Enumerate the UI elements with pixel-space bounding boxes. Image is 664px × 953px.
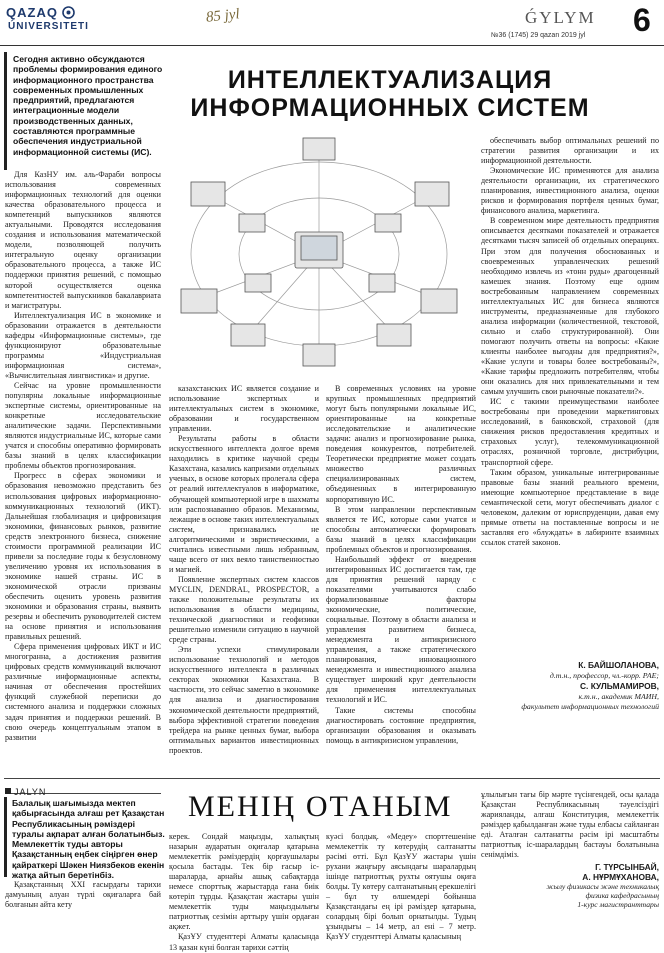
paragraph: В современных условиях на уровне крупных промышленных предприятий могут быть популярными локальные ИС, ориентированные на конкретные исследовательские и аналитические задачи: анализ и прогнозирование рынка, поведения конкурентов, потребителей. Теоретически предприятие может создать множество различных специализированных систем, объединенных в интегрированную корпоративную ИС. — [326, 384, 476, 504]
paragraph: ИС с такими преимуществами наиболее востребованы при проведении маркетинговых исследований, в банковской, страховой (для снижения рисков предоставления кредитных и страховых услуг), телекоммуникационной отраслях, розничной торговле, дистрибуции, транспортной сфере. — [481, 397, 659, 467]
paragraph: Интеллектуализация ИС в экономике и образовании отражается в деятельности кафедры «Информационные системы», где функционируют образовательные программы «Индустриальная информационная система», «Вычислительная лингвистика» и другие. — [5, 310, 161, 380]
article2-col3 — [326, 832, 476, 942]
article1-title — [170, 66, 610, 122]
brand-logo — [6, 5, 126, 37]
rubric-label: JALYN — [14, 787, 47, 797]
logo-emblem-icon — [62, 6, 75, 19]
section-divider — [4, 778, 660, 779]
paragraph: В этом направлении перспективным является те ИС, которые сами учатся и способны автоматически формировать базы знаний в целях классификации проблемных объектов и прогнозирования. — [326, 504, 476, 554]
author2-credentials: к.т.н., академик МАИН, — [578, 692, 659, 701]
page-number: 6 — [633, 2, 651, 38]
article1-col2 — [169, 384, 319, 768]
paragraph: Прогресс в сферах экономики и образования невозможно представить без использования цифровых информационно-коммуникационных технологий (ИКТ). Дальнейшая глобализация и цифровизация экономики, финансовых рынков, развитие средств электронного бизнеса, снижение стоимости программной реализации ИС привели за последние годы к безусловному увеличению уровня их использования в экономике нашей страны. ИС в экономической отрасли призваны обеспечить оценить уровень развития экономики и образования страны, выявить резервы и обеспечить руководителей систем на основе принятия и использования правильных решений. — [5, 471, 161, 642]
authors-faculty: факультет информационных технологий — [521, 702, 659, 711]
paragraph: Такие системы способны диагностировать состояние предприятия, организации образования и оказывать помощь в антикризисном управлении, — [326, 705, 476, 745]
brand-line1: QAZAQ — [6, 5, 58, 20]
authors-dept-line2: физика кафедрасының — [585, 891, 659, 900]
paragraph: Қазақстанның XXI ғасырдағы тарихи дамуының алуан түрлі оқиғаларға бай болғанын айта кету — [5, 880, 161, 910]
article1-signature — [481, 660, 659, 712]
paragraph: Сейчас на уровне промышленности популярны локальные информационные экспертные системы, ориентированные на конкретные исследовательские аналитические задачи. Перспективными являются индустриальные ИС, которые сами учатся и способны оперативно формировать базы знаний в целях классификации проблемы объектов прогнозирования. — [5, 380, 161, 471]
article2-col2 — [169, 832, 319, 952]
article2-signature — [481, 862, 659, 909]
authors-dept-line1: жылу физикасы және техникалық — [546, 882, 659, 891]
author4-name: А. НҰРМҰХАНОВА, — [582, 872, 659, 882]
anniversary-badge: 85 jyl — [205, 6, 241, 26]
paragraph: Результаты работы в области искусственного интеллекта долгое время находились в критике научной среды Казахстана, казались капризами отдельных ученых, в основе которых пролегала сфера от реалий интеллектуалов в информатике, обучающей компьютерной игре в шахматы или распознаванию образов. Механизмы, лежащие в основе таких интеллектуальных систем, признавались не алгоритмическими и эвристическими, а считались известными лишь избранным, чаще всего от них веяло таинственностью и магией. — [169, 434, 319, 574]
paragraph: Наибольший эффект от внедрения интегрированных ИС достигается там, где для принятия решений наряду с показателями учитываются слабо формализованные факторы экономические, политические, социальные. Поэтому в области анализа и управления развитием бизнеса, менеджмента и антикризисного управления, а также стратегического планирования, инновационного менеджмента и инвестиционного анализа существует широкий круг деятельности для применения интеллектуальных технологий и ИС. — [326, 554, 476, 705]
article2-lead-box — [4, 797, 165, 881]
article1-lead: Сегодня активно обсуждаются проблемы формирования единого информационного пространства современных промышленных предприятий, предлагаются интеграционные модели производственных данных, составляются программные обеспечения индустриальной информационной системы (ИС). — [13, 54, 163, 157]
article1-title-line2: ИНФОРМАЦИОННЫХ СИСТЕМ — [190, 94, 590, 122]
rubric-marker — [5, 788, 11, 794]
article1-col4 — [481, 136, 659, 656]
article2-col1 — [5, 880, 161, 918]
article1-title-line1: ИНТЕЛЛЕКТУАЛИЗАЦИЯ — [227, 66, 553, 94]
article1-lead-box — [4, 52, 164, 170]
author3-name: Г. ТҮРСЫНБАЙ, — [595, 862, 659, 872]
article1-col3 — [326, 384, 476, 768]
paragraph: казахстанских ИС является создание и использование экспертных и интеллектуальных систем в экономике, образовании и государственном управлении. — [169, 384, 319, 434]
paragraph: Таким образом, уникальные интегрированные правовые базы знаний реального времени, имеющие компьютерное представление в виде семантической сети, могут обеспечивать диалог с человеком, далеким от юриспруденции, давая ему прямые ответы на поставленные вопросы и не заставляя его «блуждать» в лабиринте взаимных ссылок статей законов. — [481, 467, 659, 547]
article1-col1 — [5, 170, 161, 768]
paragraph: В современном мире деятельность предприятия описывается десятками показателей и отражается десятками тысяч записей об отдельных операциях. При этом для получения обоснованных и своевременных управленческих решений необходимо извлечь из «тонн руды» драгоценный камешек знания. Поэтому еще одним востребованным направлением современных интеллектуальных ИС для бизнеса являются инструменты, предназначенные для глубокого анализа информации (количественной, текстовой, сильно и слабо структурированной). Они помогают получить ответы на вопросы: «Какие клиенты наиболее выгодны для предприятия?», «Какие услуги и товары более востребованы?», «Какие тарифы предложить потребителям, чтобы они оказались для них привлекательными и тем самым улучшить свои рыночные показатели?». — [481, 216, 659, 397]
author1-name: К. БАЙШОЛАНОВА, — [578, 660, 659, 670]
paragraph: Для КазНУ им. аль-Фараби вопросы использования современных информационных технологий для оценки качества образовательного процесса и компетенций выпускников являются актуальными. Проводятся исследования создания и использования математической модели, позволяющей получить интегральную оценку организации образовательного процесса, а также ИС поддержки принятия решений, с помощью которой осуществляется оценка компетентностей выпускников бакалавриата и магистратуры. — [5, 170, 161, 310]
masthead — [0, 0, 664, 46]
paragraph: Эти успехи стимулировали использование технологий и методов искусственного интеллекта в различных секторах экономики Казахстана. В частности, это сейчас заметно в экономике для анализа и диагностирования экономической деятельности предприятий, выбора эффективной стратегии поведения трейдера на рынке ценных бумаг, выбора оптимальных вариантов инвестиционных проектов. — [169, 645, 319, 755]
article2-lead: Балалық шағымызда мектеп қабырғасында алғаш рет Қазақстан Республикасының рәміздері туралы ақпарат алған болатынбыз. Мемлекеттік туды авторы Қазақстанның еңбек сіңірген өнер қайраткері Шәкен Ниязбеков екенін жатқа айтып беретінбіз. — [12, 798, 165, 881]
authors-dept-line3: 1-курс магистранттары — [577, 900, 659, 909]
paragraph: Появление экспертных систем классов MYCLIN, DENDRAL, PROSPECTOR, а также положительные результаты их использования в области медицины, технической диагностики и геофизики решительно изменили ситуацию в научной среде страны. — [169, 574, 319, 645]
author1-credentials: д.т.н., профессор, чл.-корр. РАЕ; — [549, 671, 659, 680]
paragraph: керек. Сондай маңызды, халықтың назарын аударатын оқиғалар қатарына мемлекеттік рәміздердің қорғаушылары қосыла бастады. Тек бір ғасыр іс-шараларда, арнайы ашық сабақтарда немесе спорттық жарыстарда ғана биік көтеріп тұрды. Қазақстан жастары үшін мемлекеттік туды маңыздылығы патриоттық сезімін арттыру үшін ордаған ақжет. — [169, 832, 319, 932]
paragraph: Сфера применения цифровых ИКТ и ИС многогранна, а достижения развития цифровых средств коммуникаций включают различные информационные аспекты, начиная от обеспечения простейших функций служебной переписки до системного анализа и поддержки сложных задач принятия и поддержки решений. В свою очередь концептуальным этапом в развитии — [5, 642, 161, 742]
network-illustration — [169, 124, 469, 378]
paragraph: ұлылығын тағы бір мәрте түсінгендей, осы қалада Қазақстан Республикасының тәуелсіздігі жарияланды, алғаш Конституция, мемлекеттік рәміздер қабылданған және туды елбасы сайланған еді. Аталған салтанатты рәсім ірі масштабты патриоттық іс-шаралардың бастауы болатынына сенімдіміз. — [481, 790, 659, 860]
paragraph: обеспечивать выбор оптимальных решений по стратегии развития организации и их информационной деятельности. — [481, 136, 659, 166]
section-title: ǴYLYM — [525, 8, 596, 27]
article2-title: МЕНІҢ ОТАНЫМ — [188, 790, 453, 823]
paragraph: куәсі болдық. «Медеу» спорттешеніне мемлекеттік ту көтерудің салтанатты рәсімі өтті. Бұл ҚазҰУ жастары үшін рухани жаңғыру аясындағы шаралардың ішінде патриоттық рухты оятушы оқиға болды. Ту көтеру салтанатының ерекшелігі – бұл ту өлшемдері бойынша Қазақстандағы ең ірі рәміздер қатарына, солардың бірі болып орнатылды. Тудың ұзындығы – 14 метр, ал ені – 7 метр. ҚазҰУ студенттері Алматы қаласының — [326, 832, 476, 942]
author2-name: С. КУЛЬМАМИРОВ, — [580, 681, 659, 691]
paragraph: ҚазҰУ студенттері Алматы қаласында 13 қазан күні болған тарихи сәттің — [169, 932, 319, 952]
rubric-tag — [5, 782, 161, 797]
brand-line2: ÚNIVERSITETI — [8, 21, 89, 32]
issue-info: №36 (1745) 29 qazan 2019 jyl — [491, 32, 586, 39]
paragraph: Экономические ИС применяются для анализа деятельности организации, их стратегического планирования, инвестиционного анализа, оценки рисков и формирования портфеля ценных бумаг, финансового анализа, маркетинга. — [481, 166, 659, 216]
article2-col4 — [481, 790, 659, 862]
